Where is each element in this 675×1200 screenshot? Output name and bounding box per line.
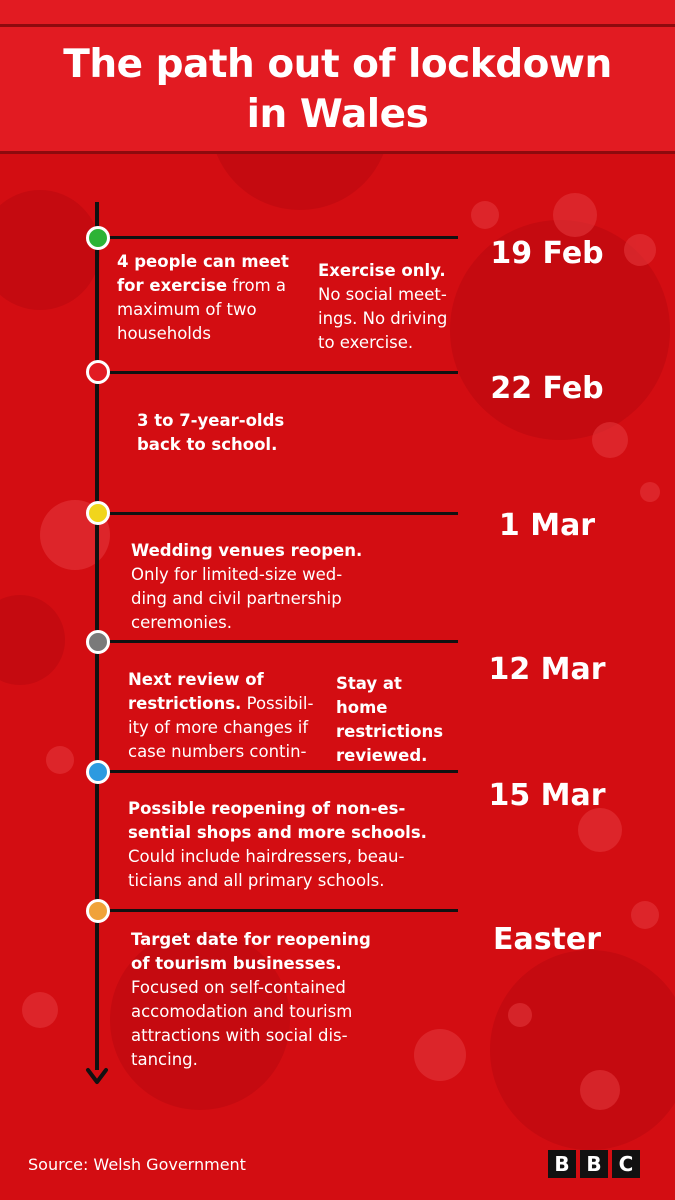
event-headline: Next review of restrictions. bbox=[128, 670, 264, 713]
event-dot-orange bbox=[86, 899, 110, 923]
side-headline: Exercise only. bbox=[318, 261, 446, 280]
event-headline: Possible reopening of non-es-sential shops and more schools. bbox=[128, 799, 427, 842]
page-title bbox=[20, 40, 655, 140]
event-headline: 3 to 7-year-olds back to school. bbox=[137, 411, 285, 454]
logo-letter: C bbox=[612, 1150, 640, 1178]
event-rule-easter bbox=[97, 909, 458, 912]
event-detail: Possibil-ity of more changes if case numbers contin- bbox=[128, 694, 314, 761]
event-dot-grey bbox=[86, 630, 110, 654]
event-rule-19-feb bbox=[97, 236, 458, 239]
event-dot-red bbox=[86, 360, 110, 384]
event-rule-22-feb bbox=[97, 371, 458, 374]
title-line-1: The path out of lockdown bbox=[63, 42, 612, 87]
logo-letter: B bbox=[548, 1150, 576, 1178]
header-banner bbox=[0, 0, 675, 154]
event-headline: 4 people can meet for exercise bbox=[117, 252, 289, 295]
event-detail: Only for limited-size wed-ding and civil partnership ceremonies. bbox=[131, 565, 343, 632]
event-date: 19 Feb bbox=[490, 236, 604, 271]
logo-letter: B bbox=[580, 1150, 608, 1178]
event-date: 15 Mar bbox=[488, 778, 606, 813]
side-headline: Stay at home restrictions reviewed. bbox=[336, 674, 444, 765]
event-description bbox=[131, 928, 371, 1072]
event-date: Easter bbox=[492, 922, 602, 957]
title-line-2: in Wales bbox=[246, 92, 429, 137]
event-dot-green bbox=[86, 226, 110, 250]
event-rule-1-mar bbox=[97, 512, 458, 515]
side-detail: No social meet-ings. No driving to exercise. bbox=[318, 285, 448, 352]
event-description bbox=[128, 797, 428, 893]
event-description bbox=[128, 668, 323, 764]
event-side-note bbox=[336, 672, 451, 768]
event-dot-yellow bbox=[86, 501, 110, 525]
event-rule-12-mar bbox=[97, 640, 458, 643]
event-rule-15-mar bbox=[97, 770, 458, 773]
event-date: 12 Mar bbox=[488, 652, 606, 687]
event-description bbox=[117, 250, 297, 346]
source-credit: Source: Welsh Government bbox=[28, 1155, 246, 1174]
header-top-line bbox=[0, 24, 675, 27]
event-side-note bbox=[318, 259, 463, 355]
arrow-down-icon bbox=[85, 1062, 109, 1086]
event-headline: Wedding venues reopen. bbox=[131, 541, 363, 560]
event-detail: Focused on self-contained accomodation and tourism attractions with social dis-tancing. bbox=[131, 978, 353, 1069]
event-date: 22 Feb bbox=[490, 371, 604, 406]
event-detail: from a maximum of two households bbox=[117, 276, 287, 343]
event-detail: Could include hairdressers, beau-ticians and all primary schools. bbox=[128, 847, 405, 890]
event-description bbox=[137, 409, 297, 457]
bbc-logo bbox=[548, 1150, 640, 1178]
event-description bbox=[131, 539, 371, 635]
event-dot-blue bbox=[86, 760, 110, 784]
event-headline: Target date for reopening of tourism businesses. bbox=[131, 930, 371, 973]
event-date: 1 Mar bbox=[498, 508, 596, 543]
